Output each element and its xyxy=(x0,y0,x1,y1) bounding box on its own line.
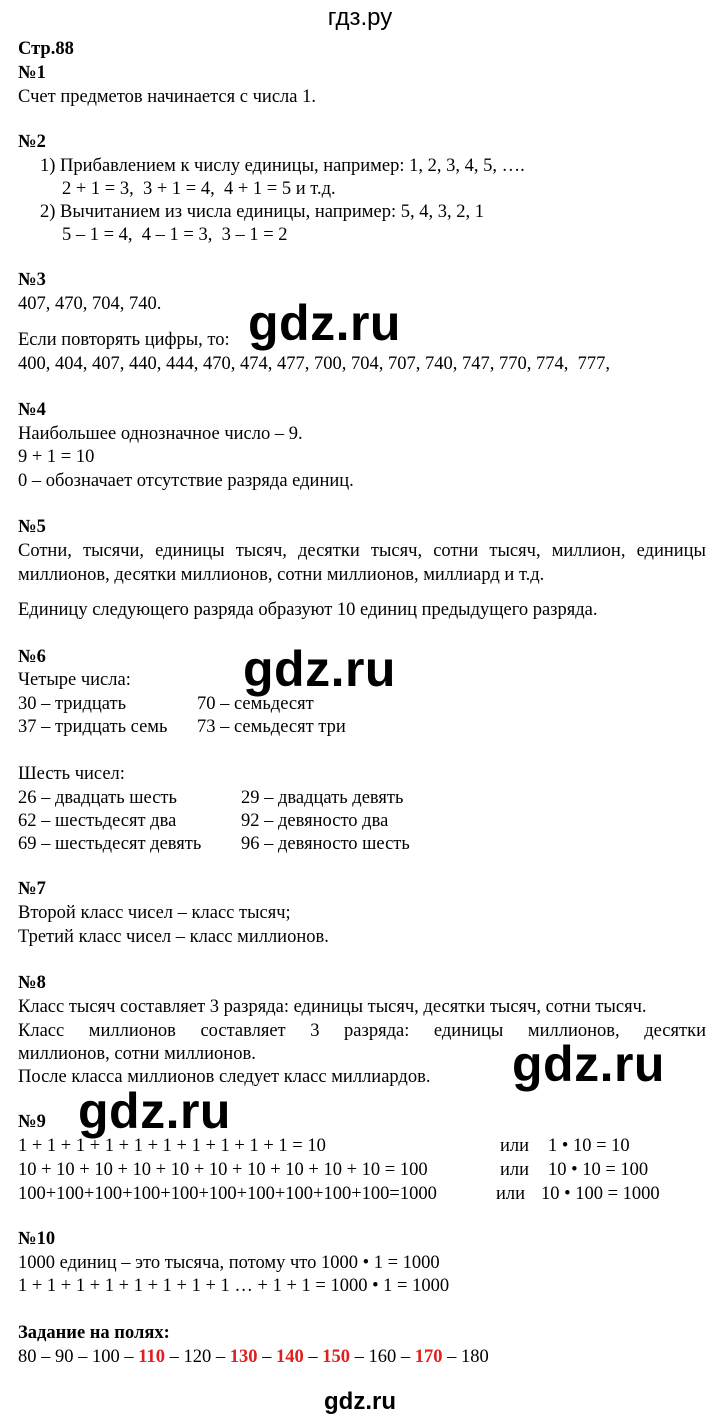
task-8-line-1: Класс тысяч составляет 3 разряда: единицы тысяч, десятки тысяч, сотни тысяч. xyxy=(18,997,647,1017)
page-title: Стр.88 xyxy=(18,39,74,59)
task-7-line-1: Второй класс чисел – класс тысяч; xyxy=(18,903,291,923)
task-9-alt-1: 1 • 10 = 10 xyxy=(548,1136,630,1156)
task-10-line-2: 1 + 1 + 1 + 1 + 1 + 1 + 1 + 1 … + 1 + 1 = 1000 • 1 = 1000 xyxy=(18,1276,450,1296)
task-3-line-2: Если повторять цифры, то: xyxy=(18,330,230,350)
task-8-number: №8 xyxy=(18,973,46,993)
sequence-value: 180 xyxy=(460,1347,489,1367)
task-3-line-3: 400, 404, 407, 440, 444, 470, 474, 477, 700, 704, 707, 740, 747, 770, 774, 777, xyxy=(18,354,610,374)
sequence-value: 80 xyxy=(18,1347,37,1367)
task-6-six-a-2: 62 – шестьдесят два xyxy=(18,811,177,831)
watermark-1: gdz.ru xyxy=(248,295,401,351)
margin-task-title: Задание на полях: xyxy=(18,1323,170,1343)
sequence-value: 160 xyxy=(368,1347,397,1367)
task-8-line-4: После класса миллионов следует класс миллиардов. xyxy=(18,1067,431,1087)
task-10-line-1: 1000 единиц – это тысяча, потому что 1000 • 1 = 1000 xyxy=(18,1253,440,1273)
task-2-line-2: 2 + 1 = 3, 3 + 1 = 4, 4 + 1 = 5 и т.д. xyxy=(62,179,336,199)
sequence-separator: – xyxy=(164,1347,184,1367)
task-6-four-a-2: 37 – тридцать семь xyxy=(18,717,168,737)
sequence-value: 100 xyxy=(92,1347,120,1367)
task-4-line-1: Наибольшее однозначное число – 9. xyxy=(18,424,303,444)
sequence-separator: – xyxy=(442,1347,461,1367)
task-9-or-3: или xyxy=(496,1184,526,1204)
sequence-separator: – xyxy=(211,1347,230,1367)
task-4-number: №4 xyxy=(18,400,46,420)
watermark-2: gdz.ru xyxy=(243,641,396,697)
task-2-line-3: 2) Вычитанием из числа единицы, например: 5, 4, 3, 2, 1 xyxy=(40,202,484,222)
sequence-value: 120 xyxy=(183,1347,212,1367)
task-9-or-1: или xyxy=(500,1136,530,1156)
footer-site-name: gdz.ru xyxy=(324,1388,396,1415)
sequence-separator: – xyxy=(36,1347,55,1367)
task-5-line-2: миллионов, десятки миллионов, сотни миллионов, миллиард и т.д. xyxy=(18,565,545,585)
task-7-line-2: Третий класс чисел – класс миллионов. xyxy=(18,927,329,947)
sequence-value-highlighted: 140 xyxy=(275,1347,304,1367)
task-9-expr-3: 100+100+100+100+100+100+100+100+100+100=1000 xyxy=(18,1184,437,1204)
margin-task-sequence xyxy=(18,1345,489,1369)
task-5-line-1: Сотни, тысячи, единицы тысяч, десятки тысяч, сотни тысяч, миллион, единицы xyxy=(18,541,706,561)
task-7-number: №7 xyxy=(18,879,46,899)
sequence-separator: – xyxy=(396,1347,415,1367)
sequence-value-highlighted: 130 xyxy=(229,1347,258,1367)
task-6-six-a-1: 26 – двадцать шесть xyxy=(18,788,177,808)
sequence-value-highlighted: 150 xyxy=(322,1347,350,1367)
task-4-line-3: 0 – обозначает отсутствие разряда единиц. xyxy=(18,471,354,491)
task-9-expr-1: 1 + 1 + 1 + 1 + 1 + 1 + 1 + 1 + 1 + 1 = 10 xyxy=(18,1136,326,1156)
task-4-line-2: 9 + 1 = 10 xyxy=(18,447,95,467)
task-6-six-a-3: 69 – шестьдесят девять xyxy=(18,834,202,854)
task-6-four-b-1: 70 – семьдесят xyxy=(197,694,314,714)
task-9-number: №9 xyxy=(18,1112,46,1132)
sequence-separator: – xyxy=(73,1347,92,1367)
sequence-value-highlighted: 170 xyxy=(414,1347,443,1367)
task-6-number: №6 xyxy=(18,647,46,667)
task-2-number: №2 xyxy=(18,132,46,152)
watermark-4: gdz.ru xyxy=(78,1083,231,1139)
header-site-name: гдз.ру xyxy=(327,4,393,31)
sequence-separator: – xyxy=(303,1347,323,1367)
task-8-line-2: Класс миллионов составляет 3 разряда: единицы миллионов, десятки xyxy=(18,1021,706,1041)
task-8-line-3: миллионов, сотни миллионов. xyxy=(18,1044,256,1064)
sequence-separator: – xyxy=(257,1347,276,1367)
task-3-number: №3 xyxy=(18,270,46,290)
watermark-3: gdz.ru xyxy=(512,1036,665,1092)
sequence-separator: – xyxy=(119,1347,139,1367)
task-6-four-label: Четыре числа: xyxy=(18,670,131,690)
task-6-six-label: Шесть чисел: xyxy=(18,764,125,784)
task-3-line-1: 407, 470, 704, 740. xyxy=(18,294,162,314)
sequence-value-highlighted: 110 xyxy=(138,1347,165,1367)
task-5-number: №5 xyxy=(18,517,46,537)
task-9-or-2: или xyxy=(500,1160,530,1180)
task-9-alt-3: 10 • 100 = 1000 xyxy=(541,1184,660,1204)
sequence-value: 90 xyxy=(55,1347,74,1367)
sequence-separator: – xyxy=(349,1347,369,1367)
task-6-six-b-3: 96 – девяносто шесть xyxy=(241,834,410,854)
task-9-alt-2: 10 • 10 = 100 xyxy=(548,1160,649,1180)
task-5-line-3: Единицу следующего разряда образуют 10 единиц предыдущего разряда. xyxy=(18,600,598,620)
task-9-expr-2: 10 + 10 + 10 + 10 + 10 + 10 + 10 + 10 + 10 + 10 = 100 xyxy=(18,1160,428,1180)
task-6-four-b-2: 73 – семьдесят три xyxy=(197,717,346,737)
task-6-six-b-1: 29 – двадцать девять xyxy=(241,788,404,808)
task-1-text: Счет предметов начинается с числа 1. xyxy=(18,87,316,107)
task-1-number: №1 xyxy=(18,63,46,83)
task-10-number: №10 xyxy=(18,1229,56,1249)
task-2-line-1: 1) Прибавлением к числу единицы, например: 1, 2, 3, 4, 5, …. xyxy=(40,156,525,176)
task-6-four-a-1: 30 – тридцать xyxy=(18,694,127,714)
task-2-line-4: 5 – 1 = 4, 4 – 1 = 3, 3 – 1 = 2 xyxy=(62,225,288,245)
task-6-six-b-2: 92 – девяносто два xyxy=(241,811,389,831)
